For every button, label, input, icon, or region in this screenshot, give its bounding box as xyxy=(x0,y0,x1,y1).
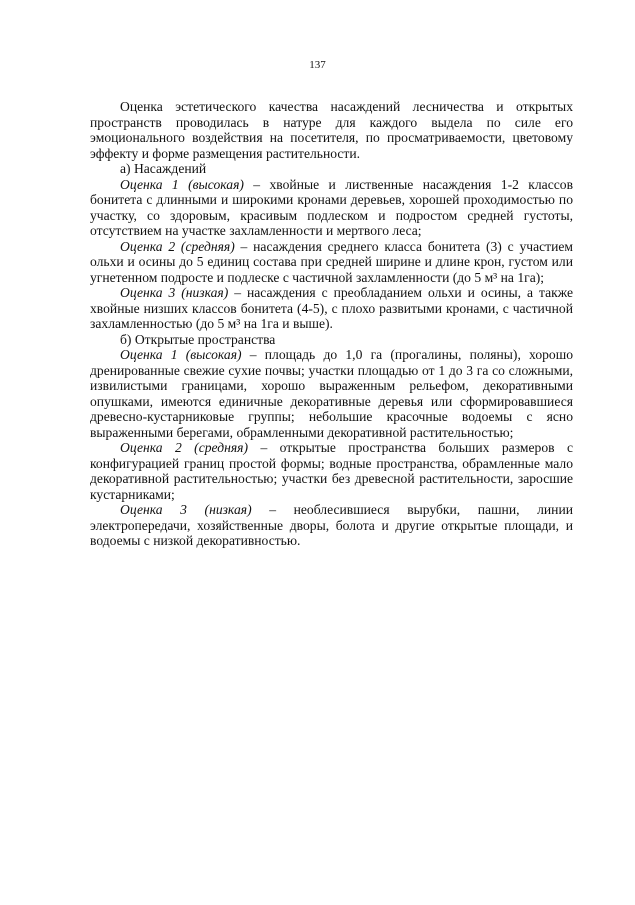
rating-label-a1: Оценка 1 (высокая) xyxy=(120,176,244,192)
rating-text-b2: – открытые пространства больших размеров с конфигурацией границ простой формы; водные пространства, обрамленные мало декоративной растительностью; участки без древесной растительности, заросшие кустарниками; xyxy=(90,440,573,502)
paragraph-a3 xyxy=(90,285,573,332)
paragraph-b2 xyxy=(90,440,573,502)
body-text xyxy=(90,99,573,549)
rating-label-a3: Оценка 3 (низкая) xyxy=(120,285,229,300)
rating-label-b2: Оценка 2 (средняя) xyxy=(120,440,249,455)
rating-text-a1: – хвойные и лиственные насаждения 1-2 классов бонитета с длинными и широкими кронами деревьев, хорошей проходимостью по участку, со здоровым, красивым подлеском и подростом средней густоты, отсутствием на участке захламленности и мертвого леса; xyxy=(90,176,573,238)
paragraph-a1 xyxy=(90,177,573,239)
paragraph-b1 xyxy=(90,347,573,440)
paragraph-b3 xyxy=(90,502,573,549)
rating-text-b3: – необлесившиеся вырубки, пашни, линии электропередачи, хозяйственные дворы, болота и другие открытые площади, и водоемы с низкой декоративностью. xyxy=(90,502,574,548)
rating-text-b1: – площадь до 1,0 га (прогалины, поляны), хорошо дренированные свежие сухие почвы; участки площадью от 1 до 3 га со сложными, извилистыми границами, хорошо выраженным рельефом, декоративными опушками, имеются единичные декоративные деревья или сформировавшиеся древесно-кустарниковые группы; небольшие красочные водоемы с ясно выраженными берегами, обрамленными декоративной растительностью; xyxy=(90,347,573,440)
rating-label-b1: Оценка 1 (высокая) xyxy=(120,347,242,362)
paragraph-a2 xyxy=(90,239,573,286)
page-number: 137 xyxy=(309,59,326,71)
section-heading-b: б) Открытые пространства xyxy=(120,331,276,347)
rating-text-a2: – насаждения среднего класса бонитета (3) с участием ольхи и осины до 5 единиц состава при средней ширине и длине крон, густом или угнетенном подросте и подлеске с частичной захламленности (до 5 м³ на 1га); xyxy=(90,238,573,285)
rating-text-a3: – насаждения с преобладанием ольхи и осины, а также хвойные низших классов бонитета (4-5), с плохо развитыми кронами, с частичной захламленностью (до 5 м³ на 1га и выше). xyxy=(90,285,573,331)
rating-label-a2: Оценка 2 (средняя) xyxy=(120,238,235,254)
rating-label-b3: Оценка 3 (низкая) xyxy=(120,502,252,517)
paragraph-intro: Оценка эстетического качества насаждений лесничества и открытых пространств проводилась в натуре для каждого выдела по силе его эмоционального воздействия на посетителя, по просматриваемости, цветовому эффекту и форме размещения растительности. xyxy=(90,99,573,161)
section-heading-a: а) Насаждений xyxy=(120,161,207,176)
